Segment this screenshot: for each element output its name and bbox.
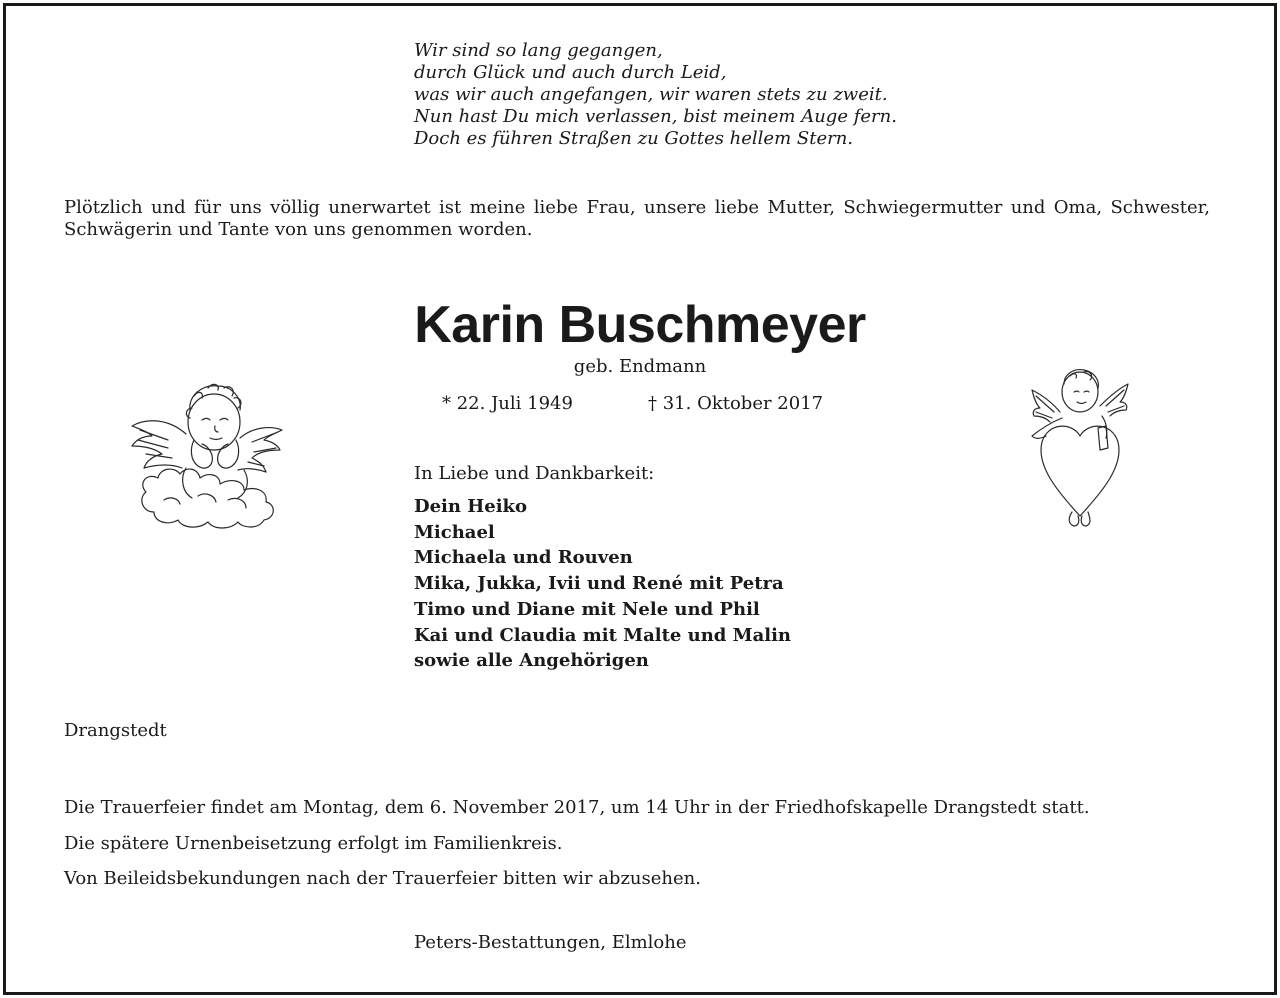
poem-line: durch Glück und auch durch Leid, (414, 62, 727, 83)
poem-line: Nun hast Du mich verlassen, bist meinem Auge fern. (414, 106, 897, 127)
deceased-name: Karin Buschmeyer (414, 296, 866, 354)
mourner-line: Michael (414, 521, 495, 543)
mourner-line: Mika, Jukka, Ivii und René mit Petra (414, 573, 784, 595)
intro-text: Plötzlich und für uns völlig unerwartet ist meine liebe Frau, unsere liebe Mutter, Schwiegermutter und Oma, Schwester, Schwägerin und Tante von uns genommen worden. (64, 197, 1210, 240)
funeral-notices (64, 790, 1090, 897)
mourner-line: sowie alle Angehörigen (414, 650, 649, 672)
notice-line: Die Trauerfeier findet am Montag, dem 6. November 2017, um 14 Uhr in der Friedhofskapelle Drangstedt statt. (64, 797, 1090, 818)
undertaker: Peters-Bestattungen, Elmlohe (414, 932, 687, 953)
notice-line: Von Beileidsbekundungen nach der Trauerfeier bitten wir abzusehen. (64, 868, 701, 889)
birth-date: * 22. Juli 1949 (442, 393, 573, 414)
cherub-with-heart-icon (1028, 366, 1132, 528)
thanks-heading: In Liebe und Dankbarkeit: (414, 463, 655, 484)
death-date: † 31. Oktober 2017 (648, 393, 824, 414)
poem-line: Doch es führen Straßen zu Gottes hellem Stern. (414, 128, 854, 149)
maiden-name: geb. Endmann (573, 356, 707, 377)
cherub-on-cloud-icon (128, 374, 284, 530)
mourner-line: Dein Heiko (414, 496, 528, 517)
poem-line: was wir auch angefangen, wir waren stets zu zweit. (414, 84, 888, 105)
mourner-line: Michaela und Rouven (414, 547, 633, 569)
mourners-list (414, 494, 791, 674)
poem (414, 40, 897, 150)
place-name: Drangstedt (64, 720, 167, 741)
poem-line: Wir sind so lang gegangen, (414, 40, 663, 61)
mourner-line: Timo und Diane mit Nele und Phil (414, 598, 760, 620)
notice-line: Die spätere Urnenbeisetzung erfolgt im Familienkreis. (64, 832, 563, 854)
mourner-line: Kai und Claudia mit Malte und Malin (414, 624, 792, 646)
